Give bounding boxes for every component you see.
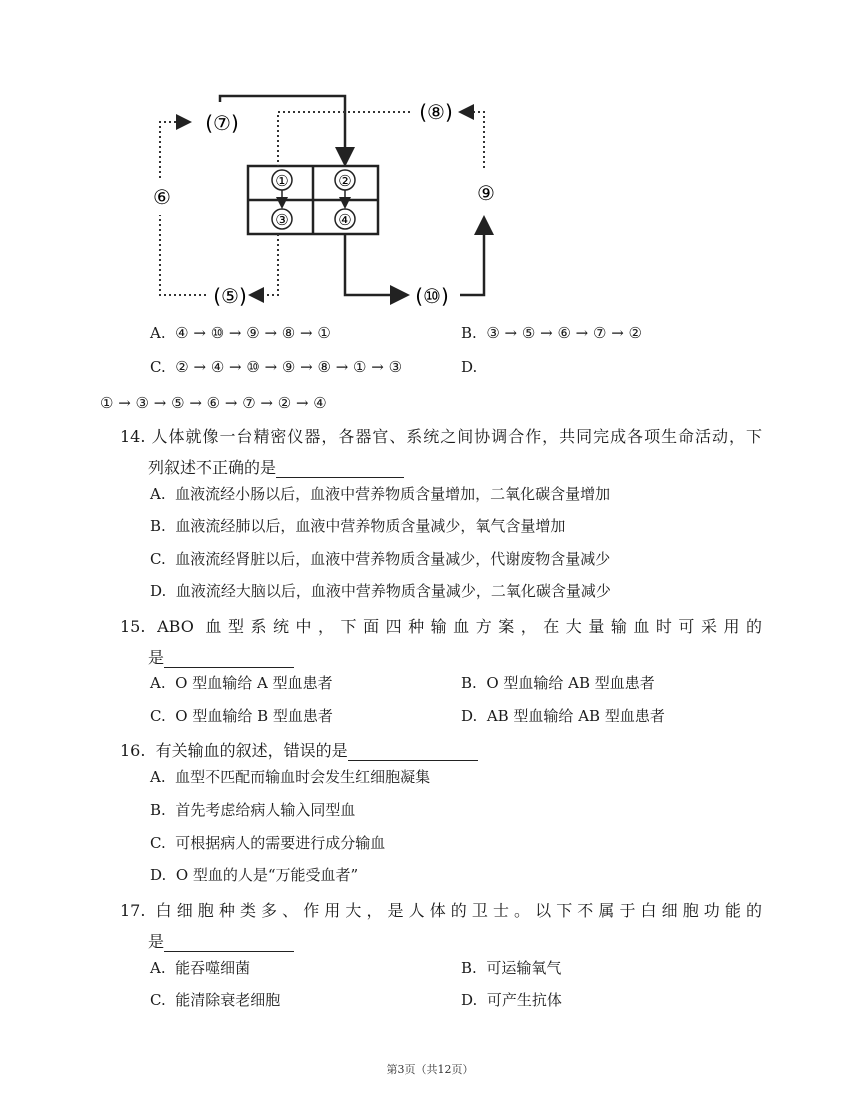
option-letter: C. (150, 358, 166, 376)
q16-stem (120, 738, 478, 761)
label-4: ④ (338, 211, 352, 229)
blood-circulation-diagram (140, 92, 500, 312)
q17-option-c[interactable]: C. 能清除衰老细胞 (150, 991, 281, 1009)
q15-stem-line1 (120, 614, 762, 637)
label-6: ⑥ (153, 185, 171, 209)
page-footer: 第3页（共12页） (386, 1063, 474, 1076)
q16-option-d[interactable]: D. O 型血的人是“万能受血者” (150, 866, 359, 884)
label-9: ⑨ (477, 181, 495, 205)
label-8: (⑧) (419, 100, 453, 124)
q14-option-a[interactable]: A. 血液流经小肠以后，血液中营养物质含量增加，二氧化碳含量增加 (150, 485, 611, 503)
q16-option-b[interactable]: B. 首先考虑给病人输入同型血 (150, 801, 356, 819)
question-number: 14. (120, 427, 146, 446)
q17-option-a[interactable]: A. 能吞噬细菌 (150, 959, 251, 977)
q15-option-c[interactable]: C. O 型血输给 B 型血患者 (150, 707, 333, 725)
option-letter: B. (461, 324, 477, 342)
q14-stem-line1 (120, 424, 762, 447)
option-text: ③ → ⑤ → ⑥ → ⑦ → ② (486, 324, 642, 342)
q13-option-d-letter[interactable]: D. (461, 358, 478, 376)
answer-blank[interactable] (276, 461, 404, 478)
answer-blank[interactable] (164, 651, 294, 668)
question-number: 15. (120, 617, 146, 636)
question-text: 人体就像一台精密仪器，各器官、系统之间协调合作，共同完成各项生命活动，下 (151, 427, 762, 446)
label-10: (⑩) (415, 284, 449, 308)
answer-blank[interactable] (164, 935, 294, 952)
q13-option-c[interactable] (150, 358, 402, 376)
q15-option-d[interactable]: D. AB 型血输给 AB 型血患者 (461, 707, 665, 725)
option-text: ④ → ⑩ → ⑨ → ⑧ → ① (175, 324, 331, 342)
q14-stem-line2: 列叙述不正确的是 (148, 455, 404, 478)
answer-blank[interactable] (348, 744, 478, 761)
label-7: (⑦) (205, 111, 239, 135)
q14-option-b[interactable]: B. 血液流经肺以后，血液中营养物质含量减少，氧气含量增加 (150, 517, 566, 535)
q15-stem-line2: 是 (148, 645, 294, 668)
q14-option-d[interactable]: D. 血液流经大脑以后，血液中营养物质含量减少，二氧化碳含量减少 (150, 582, 611, 600)
q14-option-c[interactable]: C. 血液流经肾脏以后，血液中营养物质含量减少，代谢废物含量减少 (150, 550, 611, 568)
label-5: (⑤) (213, 284, 247, 308)
question-text: 有关输血的叙述，错误的是 (155, 741, 348, 760)
q16-option-a[interactable]: A. 血型不匹配而输血时会发生红细胞凝集 (150, 768, 431, 786)
q13-option-d-text: ① → ③ → ⑤ → ⑥ → ⑦ → ② → ④ (100, 394, 327, 412)
q15-option-a[interactable]: A. O 型血输给 A 型血患者 (150, 674, 333, 692)
q17-option-d[interactable]: D. 可产生抗体 (461, 991, 562, 1009)
question-text: 白细胞种类多、作用大，是人体的卫士。以下不属于白细胞功能的 (155, 901, 762, 920)
q13-option-a[interactable] (150, 324, 331, 342)
question-number: 16. (120, 741, 146, 760)
question-text: ABO 血型系统中，下面四种输血方案，在大量输血时可采用的 (157, 617, 762, 636)
option-letter: A. (150, 324, 166, 342)
label-3: ③ (275, 211, 289, 229)
option-text: ② → ④ → ⑩ → ⑨ → ⑧ → ① → ③ (175, 358, 403, 376)
question-number: 17. (120, 901, 146, 920)
label-1: ① (275, 172, 289, 190)
q15-option-b[interactable]: B. O 型血输给 AB 型血患者 (461, 674, 655, 692)
label-2: ② (338, 172, 352, 190)
q13-option-b[interactable] (461, 324, 642, 342)
q16-option-c[interactable]: C. 可根据病人的需要进行成分输血 (150, 834, 386, 852)
q17-stem-line1 (120, 898, 762, 921)
q17-option-b[interactable]: B. 可运输氧气 (461, 959, 562, 977)
q17-stem-line2: 是 (148, 929, 294, 952)
